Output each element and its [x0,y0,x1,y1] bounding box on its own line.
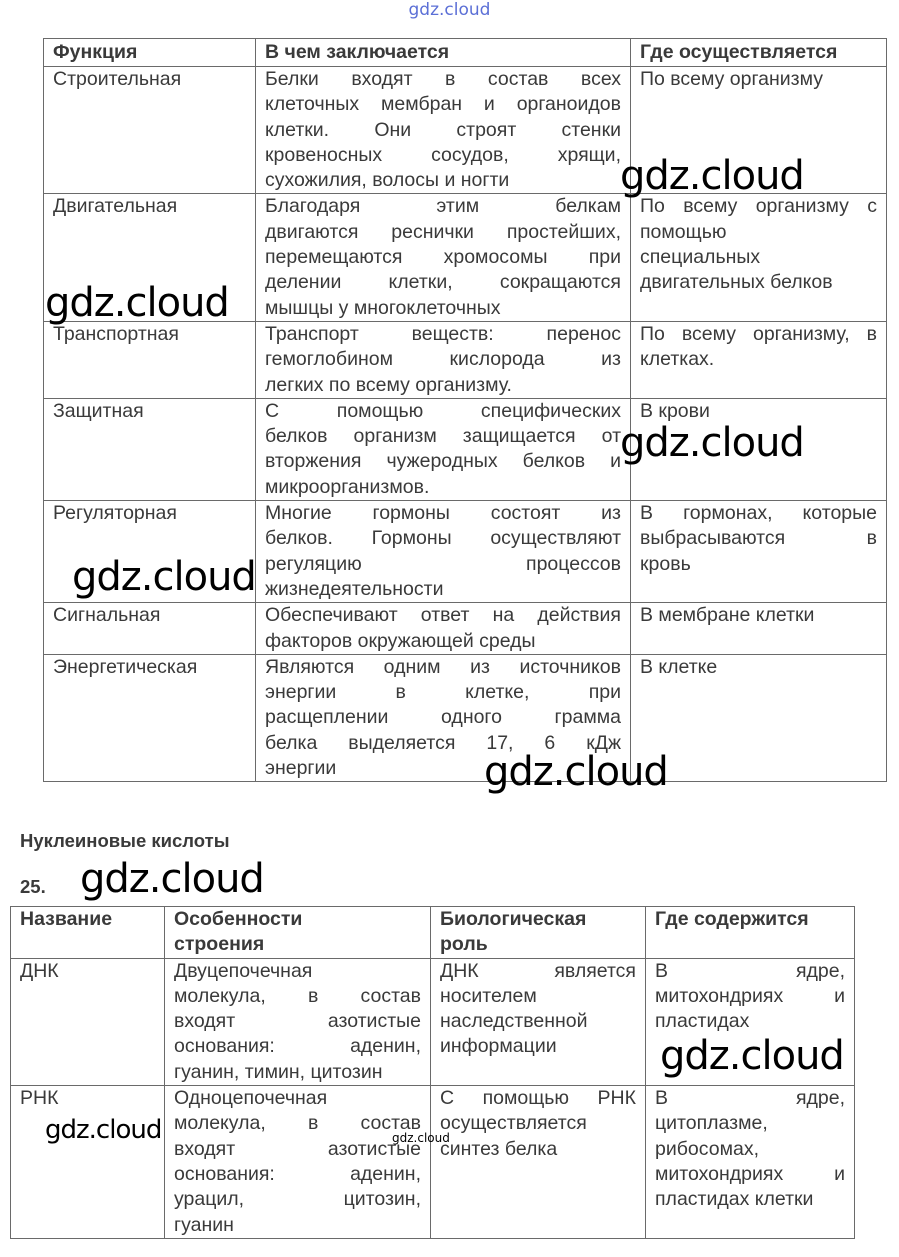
header-structure-line: Особенности [174,908,303,930]
role-cell-line: наследственной [440,1010,588,1033]
description-cell [256,603,631,655]
table-row [44,321,887,398]
location-cell-line: По всему организму, в [640,322,877,345]
description-cell-line: Транспорт веществ: перенос [265,322,621,345]
top-watermark: gdz.cloud [408,0,491,20]
description-cell [256,321,631,398]
table-row [44,654,887,781]
description-cell-line: расщеплении одного грамма [265,706,621,729]
header-structure [165,907,431,959]
description-cell-line: легких по всему организму. [265,373,512,396]
structure-cell-line: Одноцепочечная [174,1087,328,1110]
description-cell-line: белков. Гормоны осуществляют [265,527,621,550]
description-cell [256,194,631,321]
description-cell-line: факторов окружающей среды [265,629,536,652]
role-cell-line: носителем [440,984,537,1007]
structure-cell-line: урацил, цитозин, [174,1188,421,1211]
structure-cell [165,1086,431,1239]
watermark-text: gdz.cloud [620,153,804,199]
watermark-text: gdz.cloud [660,1033,844,1079]
description-cell-line: вторжения чужеродных белков и [265,450,621,473]
location-cell-line: По всему организму [640,68,824,90]
description-cell-line: энергии [265,757,337,780]
description-cell-line: С помощью специфических [265,399,621,422]
function-cell: Защитная [44,398,256,500]
role-cell-line: С помощью РНК [440,1087,636,1110]
location-cell-line: В мембране клетки [640,604,815,627]
watermark-text: gdz.cloud [620,420,804,466]
structure-cell-line: входят азотистые [174,1137,421,1160]
structure-cell-line: Двуцепочечная [174,959,313,982]
function-cell: Транспортная [44,321,256,398]
role-cell-line: осуществляется [440,1112,587,1135]
location-cell-line: двигательных белков [640,271,833,294]
location-cell-line: специальных [640,246,761,269]
role-cell [431,1086,646,1239]
role-cell-line: синтез белка [440,1137,558,1160]
function-cell: Строительная [44,67,256,194]
watermark-text: gdz.cloud [72,554,256,600]
watermark-text: gdz.cloud [45,1115,162,1145]
header-description: В чем заключается [256,39,631,67]
description-cell-line: энергии в клетке, при [265,681,621,704]
header-structure-line: строения [174,933,265,956]
location-cell-line: цитоплазме, [655,1112,768,1135]
description-cell-line: микроорганизмов. [265,475,430,498]
structure-cell-line: молекула, в состав [174,1112,421,1135]
description-cell-line: белка выделяется 17, 6 кДж [265,731,621,754]
location-cell-line: митохондриях и [655,1162,845,1185]
location-cell-line: пластидах [655,1010,750,1033]
structure-cell-line: молекула, в состав [174,984,421,1007]
section-title: Нуклеиновые кислоты [20,830,230,851]
table-header-row [11,907,855,959]
description-cell-line: белков организм защищается от [265,425,621,448]
description-cell-line: кровеносных сосудов, хрящи, [265,143,621,166]
header-location: Где осуществляется [631,39,887,67]
function-cell: Двигательная [44,194,256,321]
function-cell: Сигнальная [44,603,256,655]
location-cell-line: В ядре, [655,959,845,982]
role-cell-line: информации [440,1035,557,1058]
location-cell [646,1086,855,1239]
function-cell: Регуляторная [44,501,256,603]
description-cell-line: сухожилия, волосы и ногти [265,169,510,192]
location-cell-line: пластидах клетки [655,1188,814,1211]
description-cell-line: Благодаря этим белкам [265,195,621,218]
description-cell [256,398,631,500]
description-cell-line: Белки входят в состав всех [265,68,621,90]
watermark-text: gdz.cloud [392,1131,450,1145]
location-cell [631,603,887,655]
location-cell-line: В крови [640,399,710,422]
watermark-text: gdz.cloud [80,856,264,902]
description-cell-line: Являются одним из источников [265,655,621,678]
location-cell-line: По всему организму с [640,195,877,218]
location-cell-line: митохондриях и [655,984,845,1007]
task-number: 25. [20,876,46,897]
location-cell-line: В ядре, [655,1087,845,1110]
location-cell-line: клетках. [640,348,715,371]
function-cell: Энергетическая [44,654,256,781]
header-role-line: роль [440,933,488,956]
location-cell [631,194,887,321]
header-function: Функция [44,39,256,67]
header-role-line: Биологическая [440,908,587,930]
description-cell-line: жизнедеятельности [265,577,444,600]
description-cell-line: делении клетки, сокращаются [265,271,621,294]
name-cell: РНК [11,1086,165,1239]
description-cell [256,67,631,194]
location-cell-line: рибосомах, [655,1137,759,1160]
description-cell-line: перемещаются хромосомы при [265,246,621,269]
location-cell [631,654,887,781]
header-name [11,907,165,959]
structure-cell [165,958,431,1085]
description-cell-line: регуляцию процессов [265,552,621,575]
name-cell: ДНК [11,958,165,1085]
watermark-text: gdz.cloud [45,280,229,326]
location-cell-line: В клетке [640,655,718,678]
location-cell [631,501,887,603]
description-cell-line: двигаются реснички простейших, [265,220,621,243]
structure-cell-line: основания: аденин, [174,1162,421,1185]
table-row [44,603,887,655]
table-header-row [44,39,887,67]
location-cell-line: В гормонах, которые [640,502,877,525]
role-cell [431,958,646,1085]
description-cell-line: гемоглобином кислорода из [265,348,621,371]
location-cell-line: выбрасываются в [640,527,877,550]
table-row [11,1086,855,1239]
structure-cell-line: гуанин [174,1213,234,1236]
description-cell-line: Обеспечивают ответ на действия [265,604,621,627]
description-cell-line: Многие гормоны состоят из [265,502,621,525]
watermark-text: gdz.cloud [484,749,668,795]
proteins-functions-table [43,38,887,782]
header-name-line: Название [20,908,113,930]
location-cell [631,321,887,398]
structure-cell-line: основания: аденин, [174,1035,421,1058]
description-cell-line: клетки. Они строят стенки [265,118,621,141]
header-location-line: Где содержится [655,908,809,930]
header-role [431,907,646,959]
location-cell-line: помощью [640,220,727,243]
description-cell-line: мышцы у многоклеточных [265,296,501,319]
description-cell-line: клеточных мембран и органоидов [265,93,621,116]
role-cell-line: ДНК является [440,959,636,982]
structure-cell-line: гуанин, тимин, цитозин [174,1060,383,1083]
description-cell [256,501,631,603]
location-cell-line: кровь [640,552,691,575]
structure-cell-line: входят азотистые [174,1010,421,1033]
header-location [646,907,855,959]
